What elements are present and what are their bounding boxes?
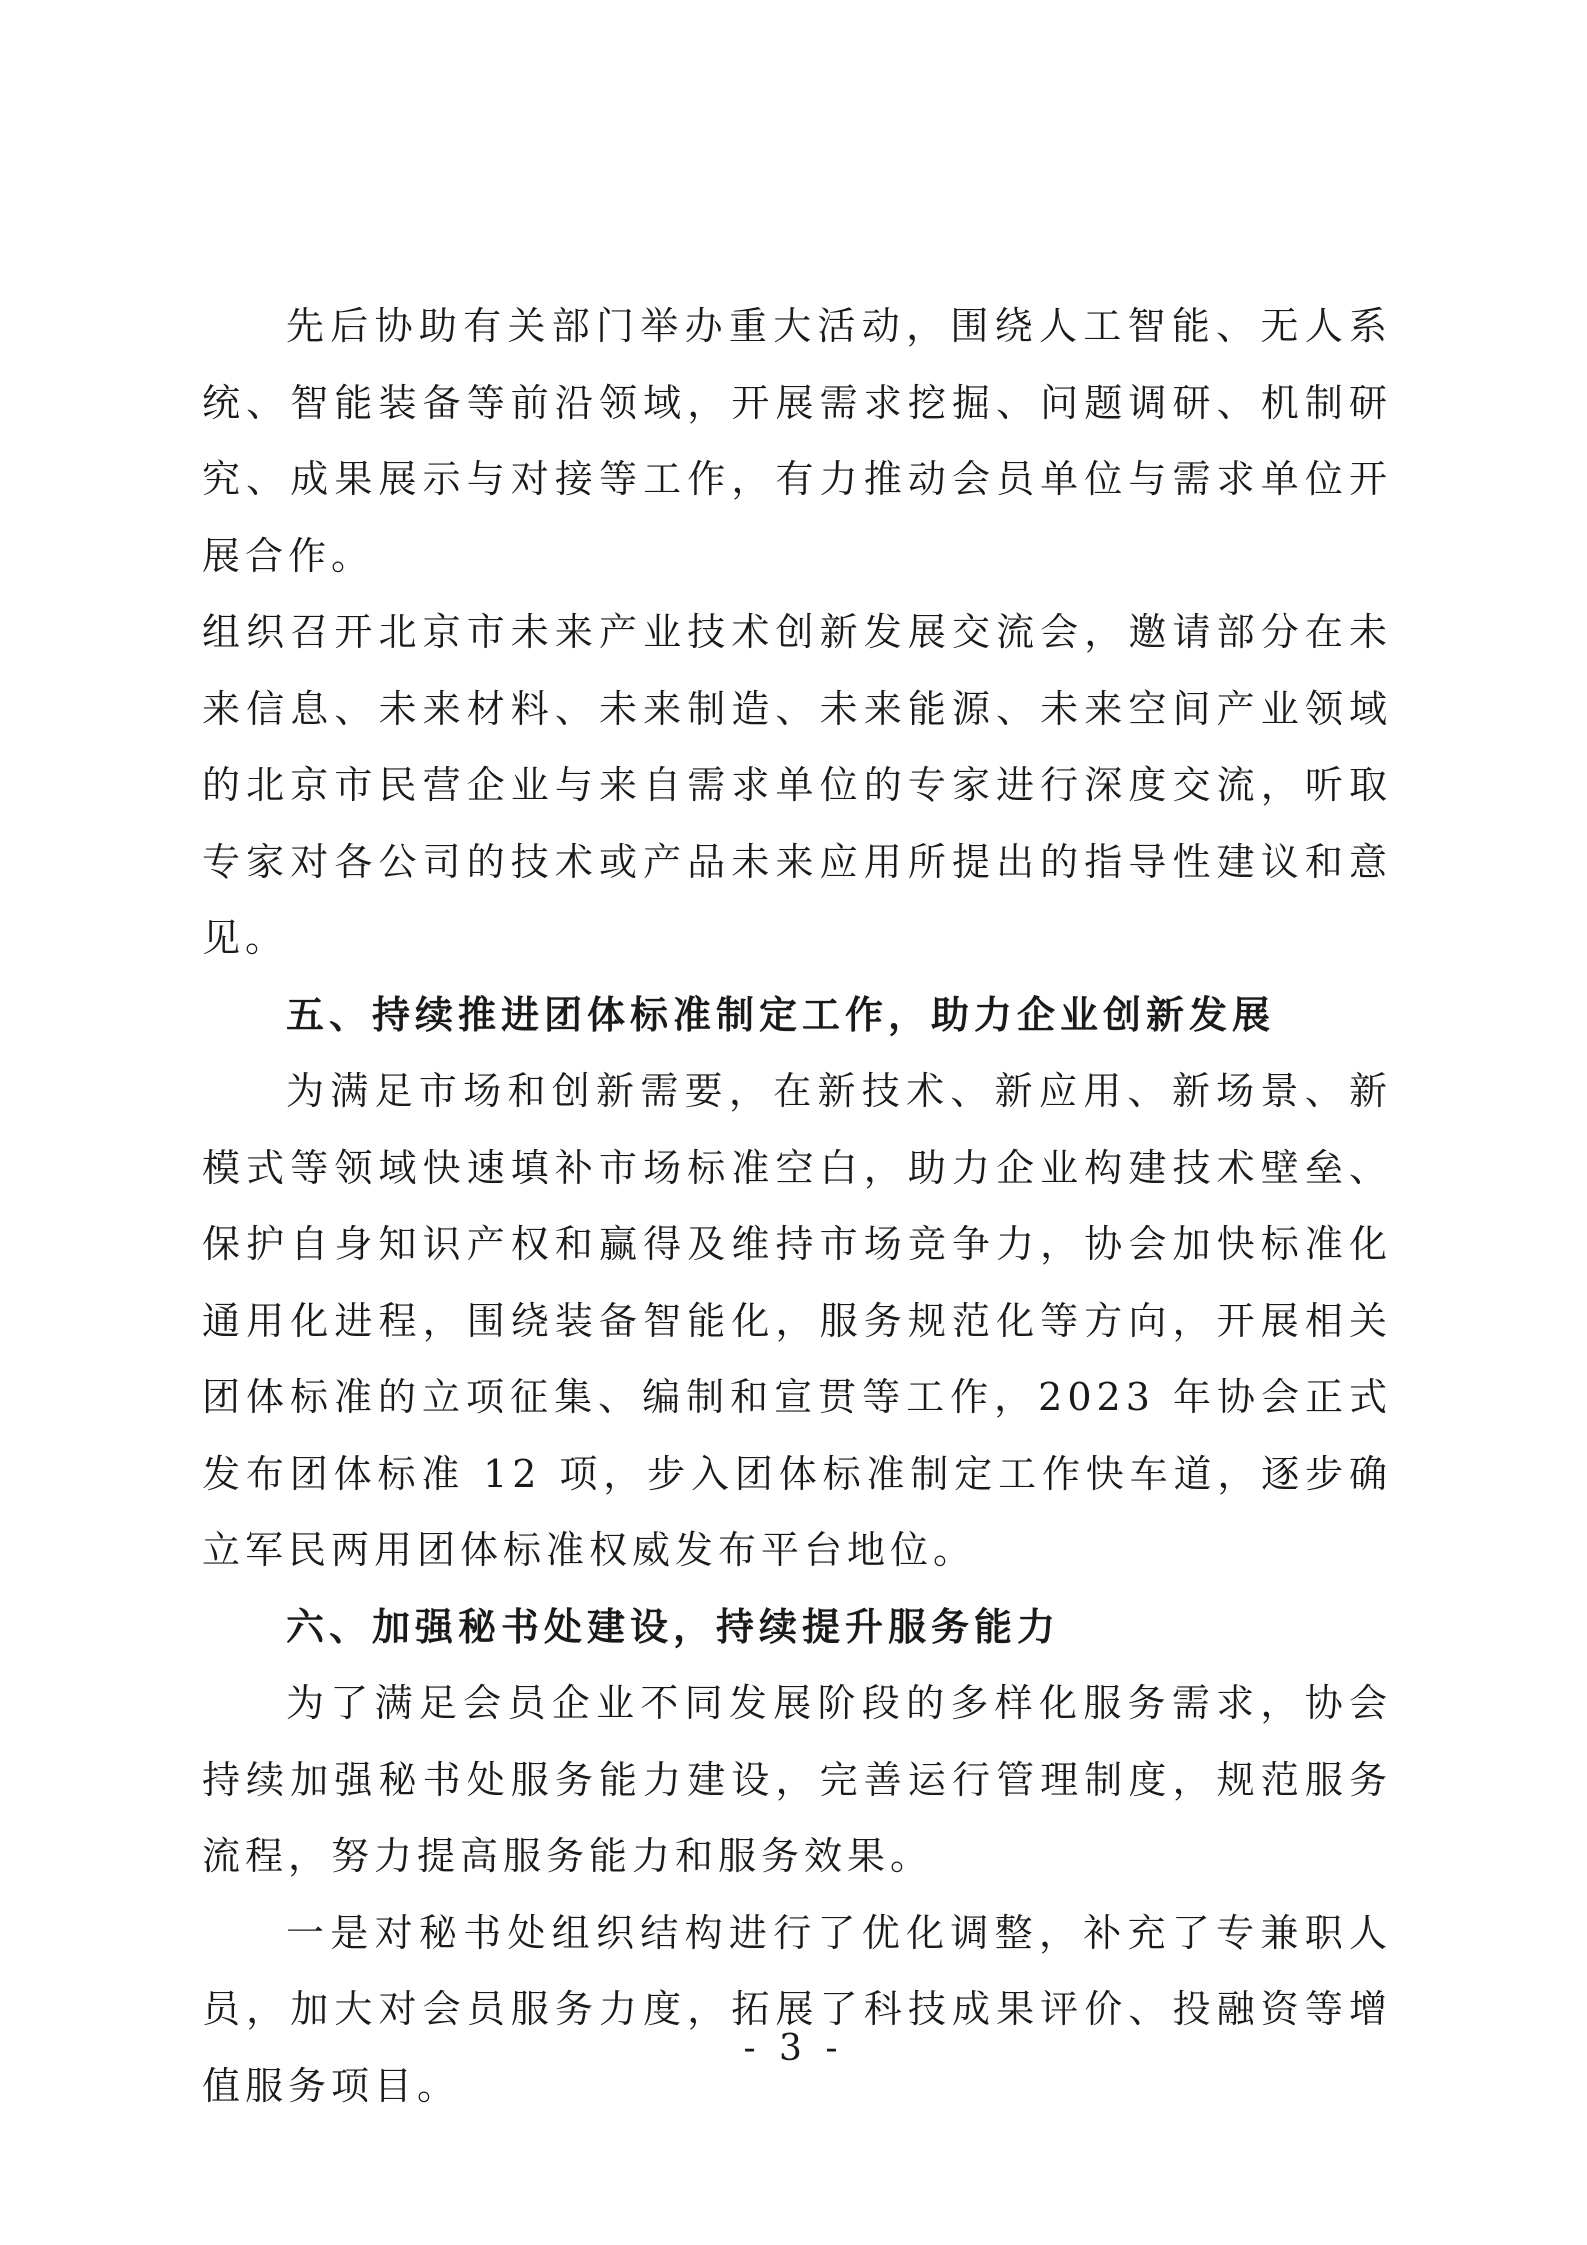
section-heading-5: 五、持续推进团体标准制定工作，助力企业创新发展 xyxy=(286,991,1276,1037)
paragraph-organization: 一是对秘书处组织结构进行了优化调整，补充了专兼职人员，加大对会员服务力度，拓展了科技成果评价、投融资等增值服务项目。 xyxy=(202,1910,1392,2108)
page-number: - 3 - xyxy=(743,2028,844,2069)
paragraph-secretariat: 为了满足会员企业不同发展阶段的多样化服务需求，协会持续加强秘书处服务能力建设，完善运行管理制度，规范服务流程，努力提高服务能力和服务效果。 xyxy=(202,1681,1392,1878)
paragraph-standards: 为满足市场和创新需要，在新技术、新应用、新场景、新模式等领域快速填补市场标准空白，助力企业构建技术壁垒、保护自身知识产权和赢得及维持市场竞争力，协会加快标准化通用化进程，围绕装备智能化，服务规范化等方向，开展相关团体标准的立项征集、编制和宣贯等工作，2023 年协会正式发布团体标准 12 项，步入团体标准制定工作快车道，逐步确立军民两用团体标准权威发布平台地位。 xyxy=(202,1069,1392,1572)
section-heading-6: 六、加强秘书处建设，持续提升服务能力 xyxy=(286,1603,1061,1649)
document-body xyxy=(202,288,1392,2124)
paragraph-activities: 先后协助有关部门举办重大活动，围绕人工智能、无人系统、智能装备等前沿领域，开展需求挖掘、问题调研、机制研究、成果展示与对接等工作，有力推动会员单位与需求单位开展合作。 xyxy=(202,304,1392,578)
paragraph-exchange-meeting: 组织召开北京市未来产业技术创新发展交流会，邀请部分在未来信息、未来材料、未来制造、未来能源、未来空间产业领域的北京市民营企业与来自需求单位的专家进行深度交流，听取专家对各公司的技术或产品未来应用所提出的指导性建议和意见。 xyxy=(202,610,1392,960)
